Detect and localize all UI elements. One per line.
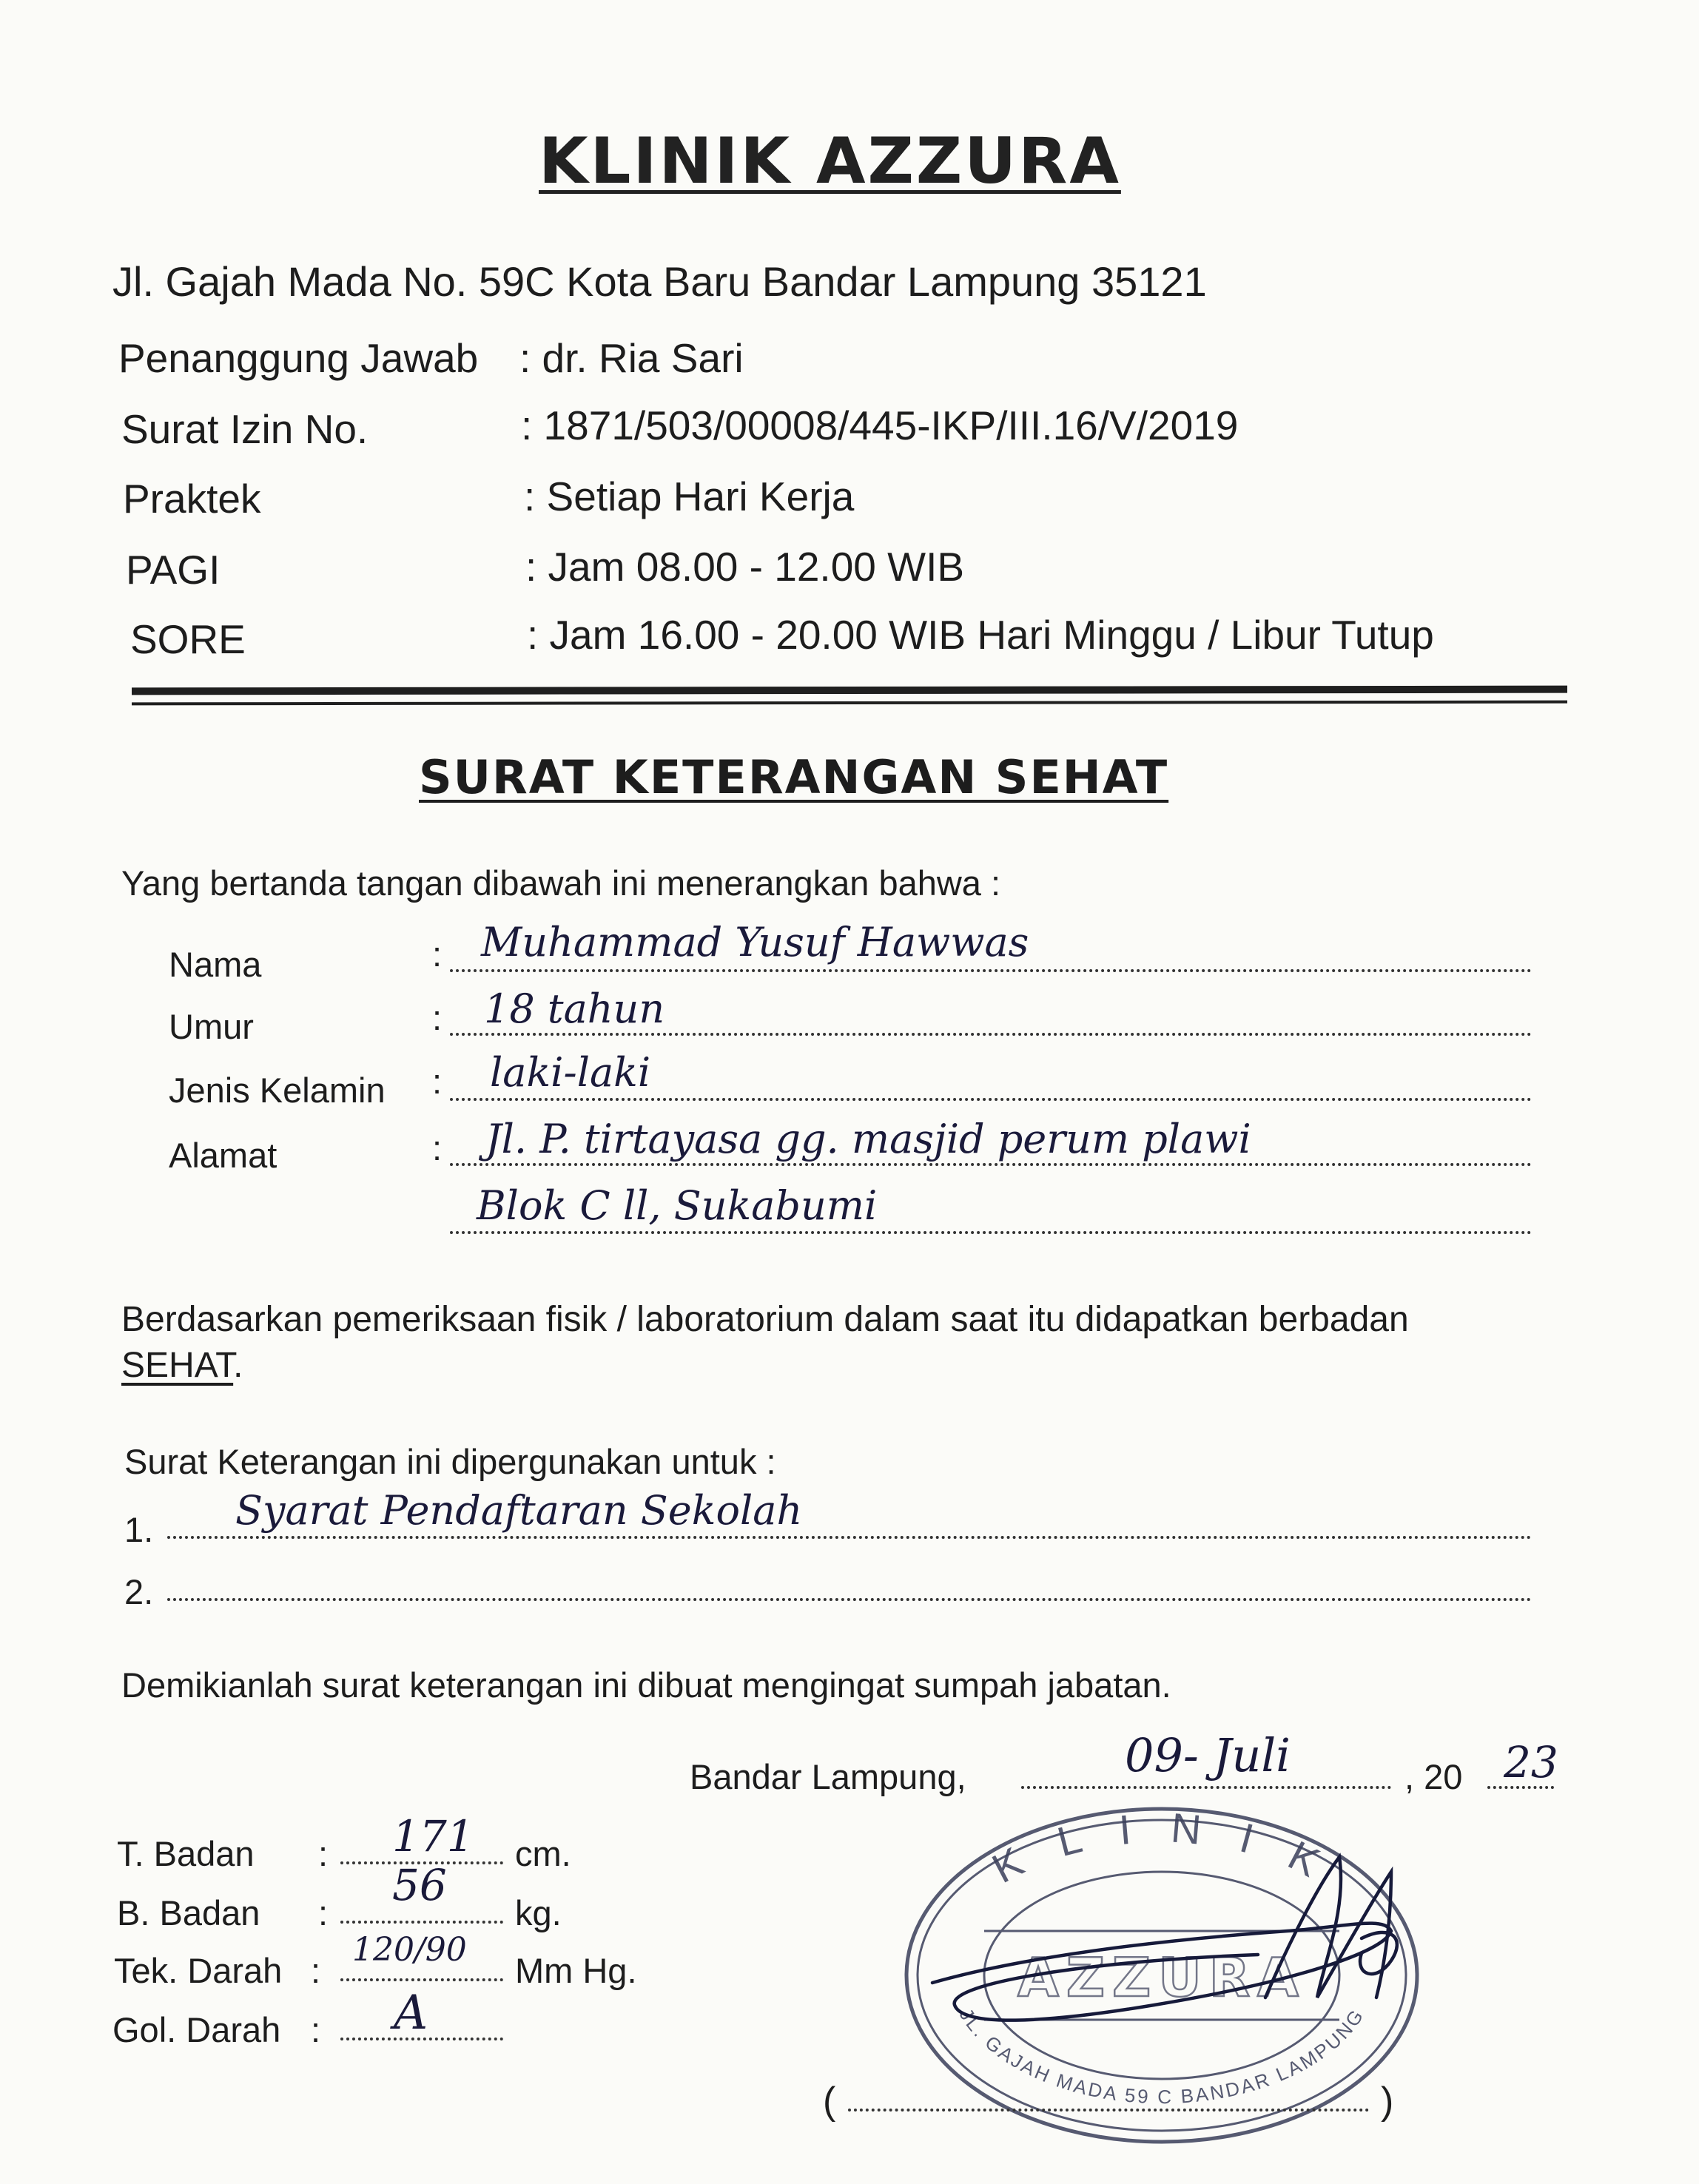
stamp-bottom-text: JL. GAJAH MADA 59 C BANDAR LAMPUNG: [955, 2003, 1369, 2109]
berat-badan-label: B. Badan: [117, 1893, 260, 1932]
year-value: 23: [1504, 1737, 1558, 1787]
header-divider-thin: [132, 701, 1567, 706]
umur-colon: :: [432, 998, 443, 1037]
info-label-praktek: Praktek: [123, 476, 261, 522]
nama-label: Nama: [169, 945, 262, 984]
date-value: 09- Juli: [1125, 1728, 1291, 1782]
jenis-kelamin-dotted-line: [450, 1098, 1532, 1101]
umur-dotted-line: [450, 1033, 1532, 1036]
purpose-2-dotted-line: [167, 1598, 1532, 1601]
info-value-sore: : Jam 16.00 - 20.00 WIB Hari Minggu / Libur Tutup: [527, 612, 1434, 658]
info-value-praktek: : Setiap Hari Kerja: [524, 473, 855, 519]
nama-value: Muhammad Yusuf Hawwas: [481, 919, 1029, 965]
jenis-kelamin-colon: :: [432, 1062, 443, 1101]
clinic-address: Jl. Gajah Mada No. 59C Kota Baru Bandar Lampung 35121: [112, 258, 1207, 305]
closing-text: Demikianlah surat keterangan ini dibuat mengingat sumpah jabatan.: [121, 1665, 1171, 1705]
purpose-intro: Surat Keterangan ini dipergunakan untuk :: [124, 1442, 776, 1481]
tekanan-darah-unit: Mm Hg.: [515, 1951, 637, 1990]
umur-value: 18 tahun: [484, 985, 665, 1032]
alamat-value-line-2: Blok C ll, Sukabumi: [477, 1182, 878, 1229]
alamat-value-line-1: Jl. P. tirtayasa gg. masjid perum plawi: [485, 1116, 1251, 1162]
tekanan-darah-dotted-line: [340, 1978, 503, 1981]
place-label: Bandar Lampung,: [690, 1757, 966, 1796]
golongan-darah-colon: :: [311, 2010, 321, 2049]
alamat-dotted-line-2: [450, 1231, 1532, 1234]
berat-badan-value: 56: [392, 1860, 447, 1910]
statement-sehat: SEHAT: [121, 1346, 234, 1385]
intro-text: Yang bertanda tangan dibawah ini menerangkan bahwa :: [121, 863, 1001, 903]
signature-open-paren: (: [823, 2080, 836, 2123]
alamat-label: Alamat: [169, 1136, 277, 1175]
berat-badan-colon: :: [318, 1893, 329, 1932]
jenis-kelamin-label: Jenis Kelamin: [169, 1071, 386, 1110]
tinggi-badan-unit: cm.: [515, 1834, 571, 1873]
alamat-dotted-line-1: [450, 1163, 1532, 1166]
tinggi-badan-value: 171: [392, 1811, 474, 1861]
info-value-penanggung-jawab: : dr. Ria Sari: [519, 335, 744, 381]
info-value-pagi: : Jam 08.00 - 12.00 WIB: [525, 544, 965, 590]
stamp-top-text: K L I N I K: [984, 1804, 1339, 1893]
tekanan-darah-colon: :: [311, 1951, 321, 1990]
golongan-darah-label: Gol. Darah: [112, 2010, 281, 2049]
info-label-penanggung-jawab: Penanggung Jawab: [118, 335, 479, 381]
golongan-darah-value: A: [394, 1986, 428, 2040]
berat-badan-dotted-line: [340, 1921, 503, 1924]
berat-badan-unit: kg.: [515, 1893, 562, 1932]
tekanan-darah-label: Tek. Darah: [114, 1951, 283, 1990]
info-label-pagi: PAGI: [126, 547, 221, 593]
clinic-stamp: [873, 1761, 1436, 2146]
info-label-sore: SORE: [130, 616, 246, 662]
tekanan-darah-value: 120/90: [352, 1931, 467, 1969]
umur-label: Umur: [169, 1007, 254, 1046]
info-label-surat-izin: Surat Izin No.: [121, 406, 369, 452]
alamat-colon: :: [432, 1128, 443, 1167]
clinic-name: KLINIK AZZURA: [539, 124, 1121, 198]
statement-period: .: [233, 1346, 243, 1385]
signature-close-paren: ): [1381, 2080, 1394, 2123]
nama-dotted-line: [450, 969, 1532, 972]
statement-line-1: Berdasarkan pemeriksaan fisik / laboratorium dalam saat itu didapatkan berbadan: [121, 1300, 1409, 1339]
purpose-2-number: 2.: [124, 1572, 154, 1611]
tinggi-badan-label: T. Badan: [117, 1834, 255, 1873]
year-prefix: , 20: [1404, 1757, 1463, 1796]
signature-dotted-line: [848, 2109, 1369, 2111]
info-value-surat-izin: : 1871/503/00008/445-IKP/III.16/V/2019: [521, 402, 1239, 448]
nama-colon: :: [432, 934, 443, 974]
stamp-center-text: AZZURA: [1017, 1947, 1306, 2009]
tinggi-badan-colon: :: [318, 1834, 329, 1873]
purpose-1-number: 1.: [124, 1510, 154, 1549]
jenis-kelamin-value: laki-laki: [490, 1049, 651, 1096]
purpose-1-value: Syarat Pendaftaran Sekolah: [235, 1487, 803, 1534]
document-heading: SURAT KETERANGAN SEHAT: [419, 750, 1169, 804]
header-divider-thick: [132, 686, 1567, 695]
statement-line-2: [121, 1345, 243, 1386]
purpose-1-dotted-line: [167, 1536, 1532, 1539]
